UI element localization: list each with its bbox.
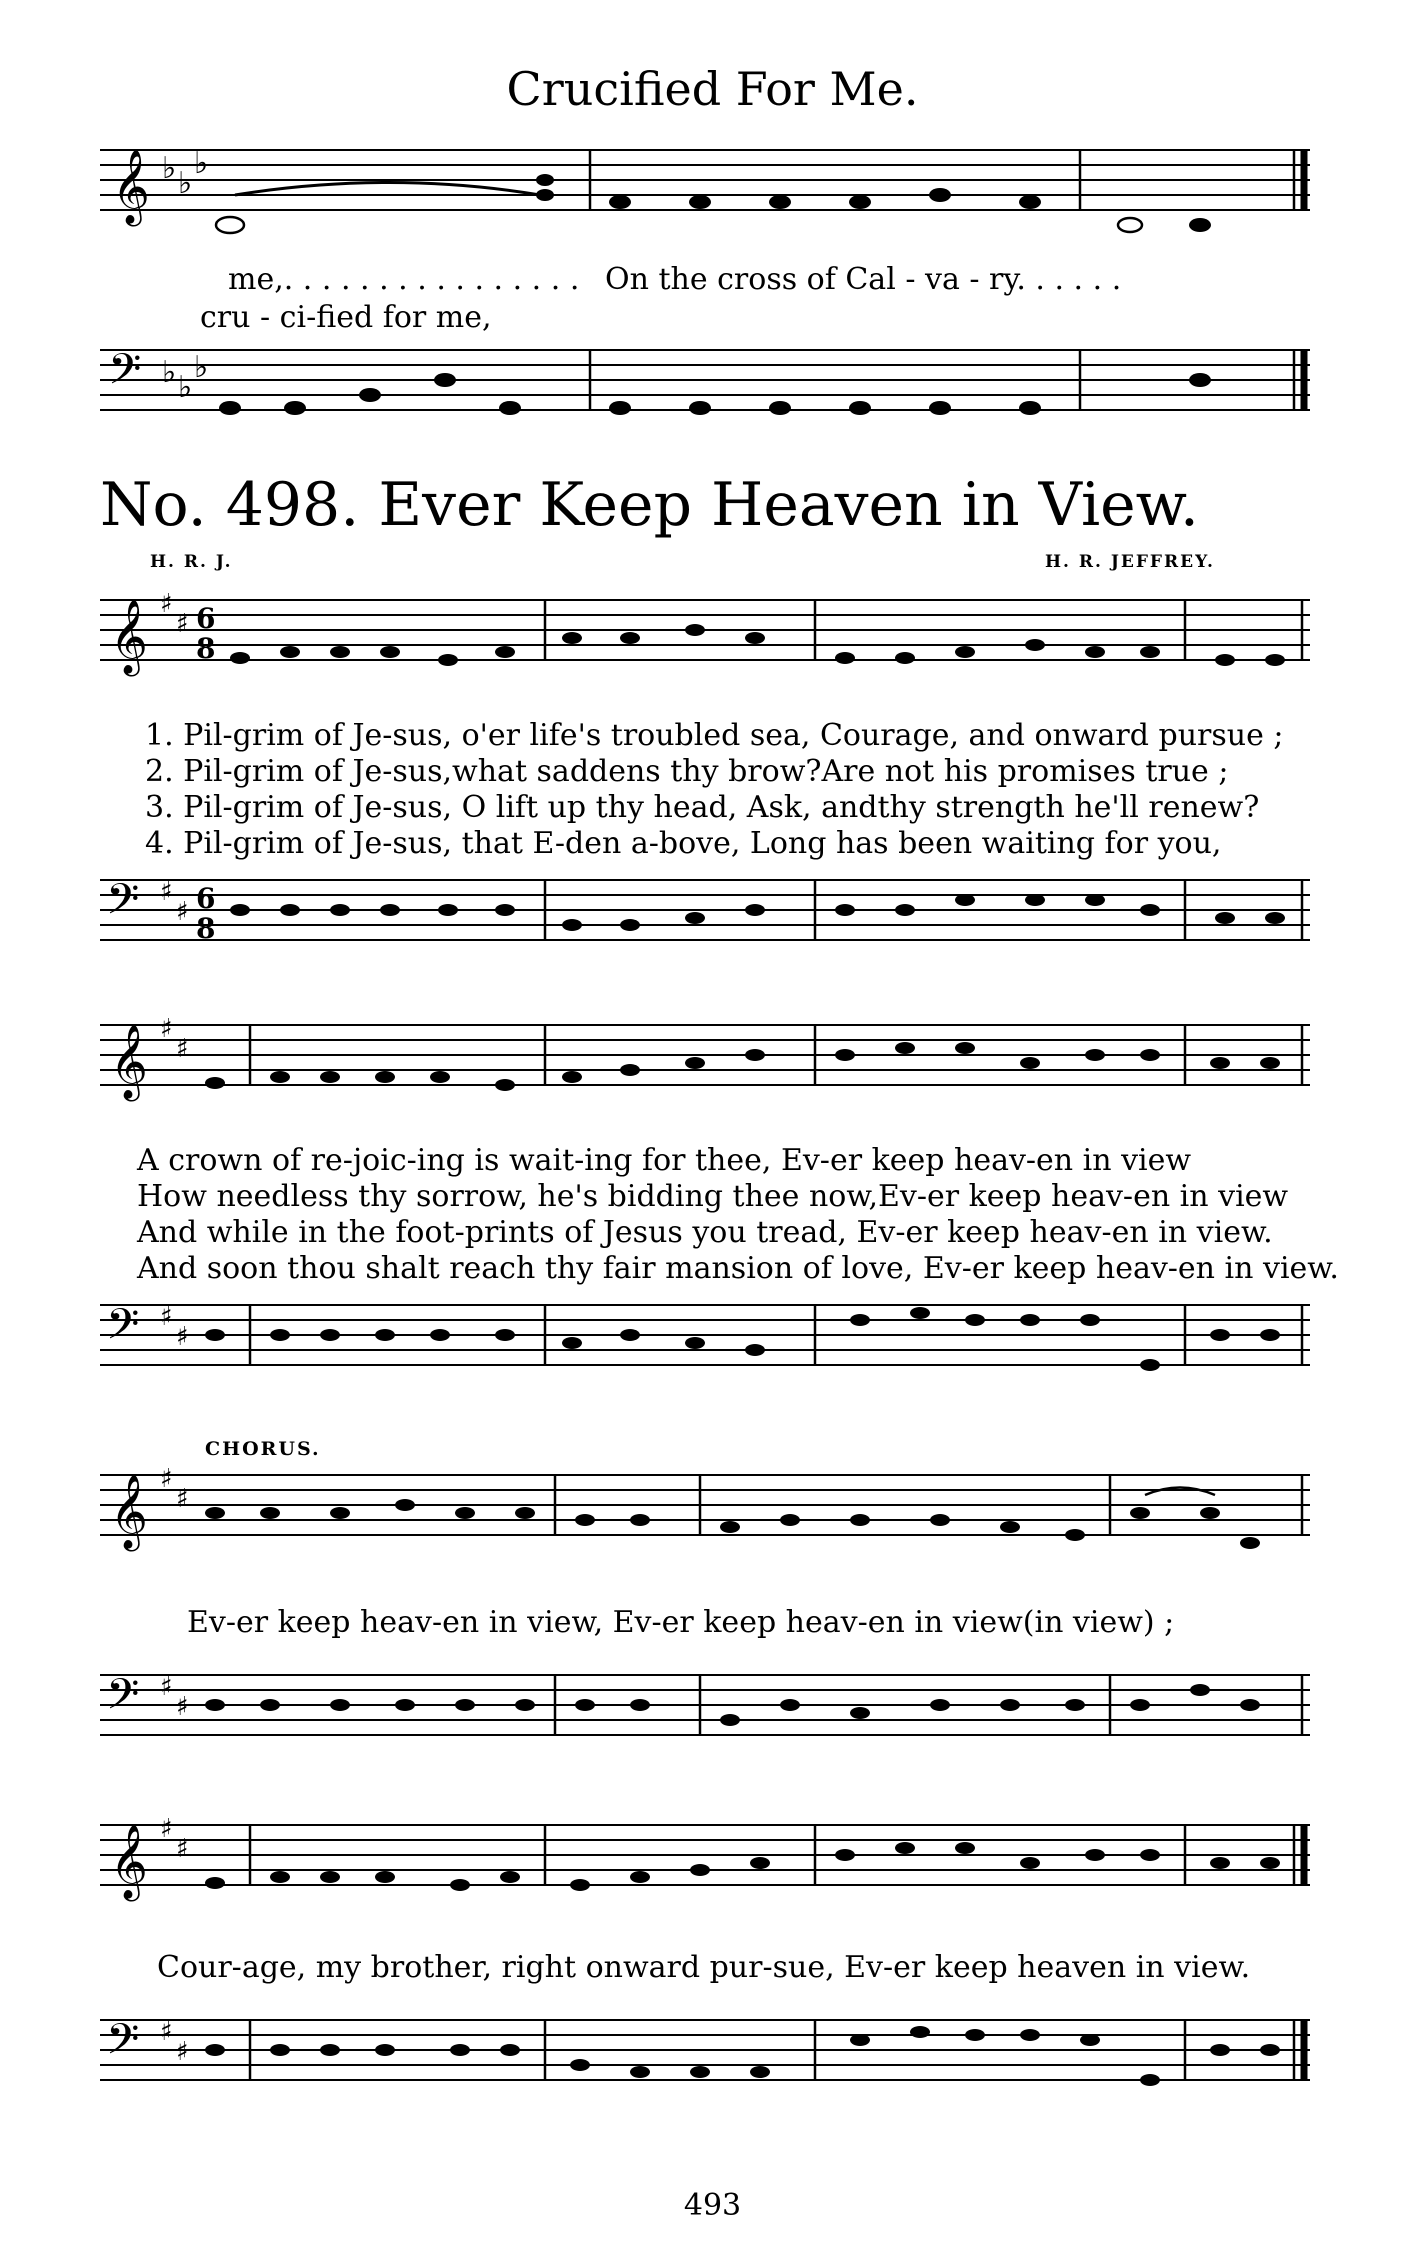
words-credit: H. R. J. [150,552,233,572]
svg-text:♯: ♯ [176,1034,189,1064]
verse-3-line-2: And while in the foot-prints of Jesus you tread, Ev-er keep heav-en in view. [137,1215,1273,1250]
verse-2-line-1: 2. Pil-grim of Je-sus,what saddens thy brow?Are not his promises true ; [145,754,1229,789]
verse-2-line-2: How needless thy sorrow, he's bidding thee now,Ev-er keep heav-en in view [137,1179,1289,1214]
chorus-treble-staff [0,1465,1425,1605]
svg-text:♯: ♯ [176,897,189,927]
svg-text:♯: ♯ [160,1814,173,1844]
svg-text:6: 6 [196,602,216,635]
svg-text:♯: ♯ [160,1014,173,1044]
svg-text:8: 8 [196,632,216,665]
svg-text:♯: ♯ [160,589,173,619]
system1-treble-staff [0,590,1425,710]
hymn-title: No. 498. Ever Keep Heaven in View. [100,470,1199,540]
svg-text:♭: ♭ [178,166,193,201]
previous-hymn-title: Crucified For Me. [506,62,919,116]
svg-text:♯: ♯ [160,877,173,907]
final-treble-staff [0,1815,1425,1935]
svg-text:𝄞: 𝄞 [112,150,150,224]
svg-text:8: 8 [196,912,216,945]
svg-text:♭: ♭ [194,350,209,385]
svg-text:♯: ♯ [176,1834,189,1864]
verse-1-line-1: 1. Pil-grim of Je-sus, o'er life's troubled sea, Courage, and onward pursue ; [145,718,1284,753]
svg-text:♯: ♯ [160,1302,173,1332]
svg-text:♯: ♯ [176,609,189,639]
svg-text:𝄢: 𝄢 [106,1300,140,1360]
svg-text:♯: ♯ [176,1692,189,1722]
top-treble-staff [0,140,1425,270]
top-lyric-line-1a: me,. . . . . . . . . . . . . . . . [228,262,580,297]
svg-text:♯: ♯ [176,1322,189,1352]
system1-bass-staff [0,870,1425,990]
verse-4-line-2: And soon thou shalt reach thy fair mansion of love, Ev-er keep heav-en in view. [137,1251,1339,1286]
system2-treble-staff [0,1015,1425,1135]
top-lyric-line-2: cru - ci-fied for me, [200,300,492,335]
verse-4-line-1: 4. Pil-grim of Je-sus, that E-den a-bove, Long has been waiting for you, [145,826,1222,861]
top-bass-staff [0,340,1425,450]
svg-text:𝄢: 𝄢 [108,345,142,405]
svg-text:♭: ♭ [162,151,177,186]
verse-1-line-2: A crown of re-joic-ing is wait-ing for thee, Ev-er keep heav-en in view [137,1143,1192,1178]
svg-text:𝄢: 𝄢 [106,2015,140,2075]
svg-text:𝄞: 𝄞 [110,1025,148,1099]
chorus-lyric-line-2: Cour-age, my brother, right onward pur-sue, Ev-er keep heaven in view. [157,1950,1251,1985]
svg-text:♯: ♯ [160,1464,173,1494]
svg-text:♯: ♯ [176,2037,189,2067]
page-number: 493 [683,2188,742,2223]
svg-text:♯: ♯ [160,2017,173,2047]
svg-text:𝄞: 𝄞 [110,600,148,674]
chorus-bass-staff [0,1665,1425,1785]
chorus-label: CHORUS. [205,1438,321,1460]
svg-text:♭: ♭ [162,355,177,390]
svg-text:𝄢: 𝄢 [106,1670,140,1730]
final-bass-staff [0,2010,1425,2140]
chorus-lyric-line-1: Ev-er keep heav-en in view, Ev-er keep heav-en in view(in view) ; [187,1605,1175,1640]
svg-text:♭: ♭ [178,370,193,405]
top-lyric-line-1b: On the cross of Cal - va - ry. . . . . . [605,262,1122,297]
svg-text:6: 6 [196,882,216,915]
svg-text:♯: ♯ [160,1672,173,1702]
system2-bass-staff [0,1295,1425,1415]
verse-3-line-1: 3. Pil-grim of Je-sus, O lift up thy head, Ask, andthy strength he'll renew? [145,790,1260,825]
music-credit: H. R. JEFFREY. [1045,552,1215,572]
svg-text:𝄞: 𝄞 [110,1475,148,1549]
svg-text:𝄞: 𝄞 [110,1825,148,1899]
svg-text:♭: ♭ [194,146,209,181]
svg-text:♯: ♯ [176,1484,189,1514]
svg-text:𝄢: 𝄢 [106,875,140,935]
